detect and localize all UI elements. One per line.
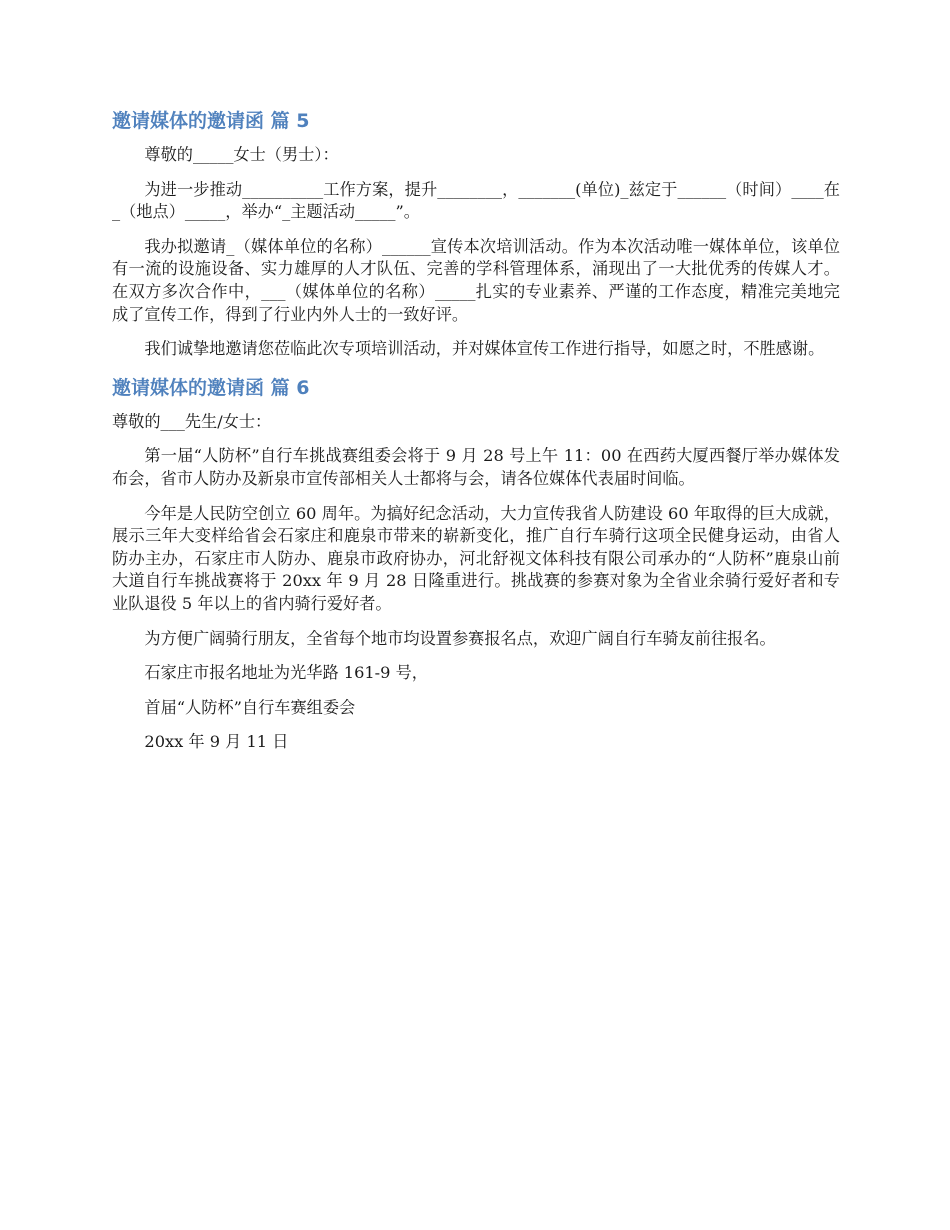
section-6-salutation: 尊敬的___先生/女士： — [112, 411, 272, 431]
section-6-signature-date: 20xx 年 9 月 11 日 — [144, 732, 289, 752]
section-5-salutation: 尊敬的_____女士（男士）： — [144, 145, 339, 164]
section-5-title: 邀请媒体的邀请函 篇 5 — [112, 110, 310, 132]
section-6-title: 邀请媒体的邀请函 篇 6 — [112, 376, 310, 399]
section-5-paragraph-1: 为进一步推动__________工作方案，提升________，_______(单位)_兹定于______（时间）____在_（地点）_____，举办“_主题活动_____”。 — [112, 179, 840, 222]
section-5-paragraph-3: 我们诚挚地邀请您莅临此次专项培训活动，并对媒体宣传工作进行指导，如愿之时，不胜感谢。 — [144, 339, 825, 359]
section-6-paragraph-1: 第一届“人防杯”自行车挑战赛组委会将于 9 月 28 号上午 11：00 在西药大厦西餐厅举办媒体发布会，省市人防办及新泉市宣传部相关人士都将与会，请各位媒体代表届时间临。 — [112, 446, 840, 488]
section-5-paragraph-2: 我办拟邀请_（媒体单位的名称）______宣传本次培训活动。作为本次活动唯一媒体单位，该单位有一流的设施设备、实力雄厚的人才队伍、完善的学科管理体系，涌现出了一大批优秀的传媒人才。在双方多次合作中，___（媒体单位的名称）_____扎实的专业素养、严谨的工作态度，精准完美地完成了宣传工作，得到了行业内外人士的一致好评。 — [112, 236, 840, 324]
section-6-registration-address: 石家庄市报名地址为光华路 161-9 号， — [144, 663, 428, 683]
document-page — [112, 108, 840, 766]
section-6-paragraph-3: 为方便广阔骑行朋友，全省每个地市均设置参赛报名点，欢迎广阔自行车骑友前往报名。 — [144, 628, 776, 648]
section-6-paragraph-2: 今年是人民防空创立 60 周年。为搞好纪念活动，大力宣传我省人防建设 60 年取得的巨大成就，展示三年大变样给省会石家庄和鹿泉市带来的崭新变化，推广自行车骑行这项全民健身运动，由省人防办主办，石家庄市人防办、鹿泉市政府协办，河北舒视文体科技有限公司承办的“人防杯”鹿泉山前大道自行车挑战赛将于 20xx 年 9 月 28 日隆重进行。挑战赛的参赛对象为全省业余骑行爱好者和专业队退役 5 年以上的省内骑行爱好者。 — [112, 503, 840, 613]
section-6-signature-organizer: 首届“人防杯”自行车赛组委会 — [144, 697, 356, 717]
